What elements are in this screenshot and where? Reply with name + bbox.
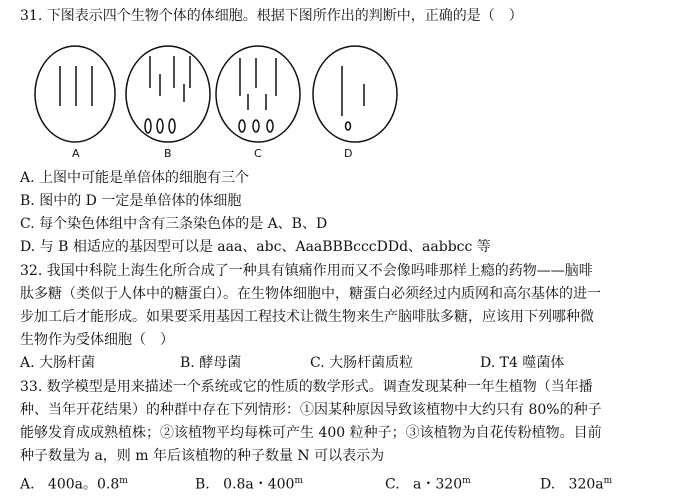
q33-option-d: D. $320a^m$	[540, 476, 613, 493]
q31-option-a: A. 上图中可能是单倍体的细胞有三个	[20, 170, 250, 186]
cell-b	[126, 46, 210, 142]
q31-stem: 31. 下图表示四个生物个体的体细胞。根据下图所作出的判断中，正确的是（ ）	[20, 8, 523, 24]
q32-option-a: A. 大肠杆菌	[20, 355, 96, 371]
cell-label-d: D	[344, 147, 353, 160]
cell-label-c: C	[254, 147, 262, 160]
q33-stem-line-2: 种、当年开花结果）的种群中存在下列情形：①因某种原因导致该植物中大约只有 80%的种子	[20, 402, 602, 418]
cell-label-b: B	[164, 147, 172, 160]
chromosome-small	[157, 119, 163, 133]
q33-option-c: C. a・320$^m$	[385, 476, 471, 493]
cell-a	[35, 46, 115, 142]
chromosome-small	[267, 120, 273, 132]
q32-option-b: B. 酵母菌	[180, 355, 242, 371]
q31-option-b: B. 图中的 D 一定是单倍体的体细胞	[20, 193, 242, 209]
q32-option-d: D. T4 噬菌体	[480, 355, 565, 371]
cell-diagram-svg	[30, 44, 400, 164]
q31-option-d: D. 与 B 相适应的基因型可以是 aaa、abc、AaaBBBcccDDd、aabbcc 等	[20, 239, 491, 255]
q32-stem-line-4: 生物作为受体细胞（ ）	[20, 332, 174, 348]
cell-label-a: A	[72, 147, 80, 160]
q32-option-c: C. 大肠杆菌质粒	[310, 355, 414, 371]
q32-stem-line-2: 肽多糖（类似于人体中的糖蛋白）。在生物体细胞中，糖蛋白必须经过内质网和高尔基体的进一	[20, 286, 601, 302]
q33-option-a: A. 400a。0.8$^m$	[20, 476, 128, 493]
chromosome-small	[169, 119, 175, 133]
q33-option-b: B. 0.8a・400$^m$	[195, 476, 303, 493]
chromosome-small	[239, 120, 245, 132]
chromosome-small	[253, 120, 259, 132]
q31-option-c: C. 每个染色体组中含有三条染色体的是 A、B、D	[20, 216, 328, 232]
cell-diagram	[30, 44, 400, 164]
q33-stem-line-1: 33. 数学模型是用来描述一个系统或它的性质的数学形式。调查发现某种一年生植物（当年播	[20, 379, 593, 395]
cell-c	[216, 46, 300, 142]
q33-stem-line-4: 种子数量为 a，则 m 年后该植物的种子数量 N 可以表示为	[20, 448, 385, 464]
cell-d	[313, 46, 397, 142]
q32-stem-line-1: 32. 我国中科院上海生化所合成了一种具有镇痛作用而又不会像吗啡那样上瘾的药物——脑啡	[20, 263, 593, 279]
q32-stem-line-3: 步加工后才能形成。如果要采用基因工程技术让微生物来生产脑啡肽多糖，应该用下列哪种微	[20, 309, 594, 325]
chromosome-small	[346, 122, 351, 130]
chromosome-small	[145, 119, 151, 133]
q33-stem-line-3: 能够发育成成熟植株；②该植物平均每株可产生 400 粒种子；③该植物为自花传粉植物。目前	[20, 425, 602, 441]
